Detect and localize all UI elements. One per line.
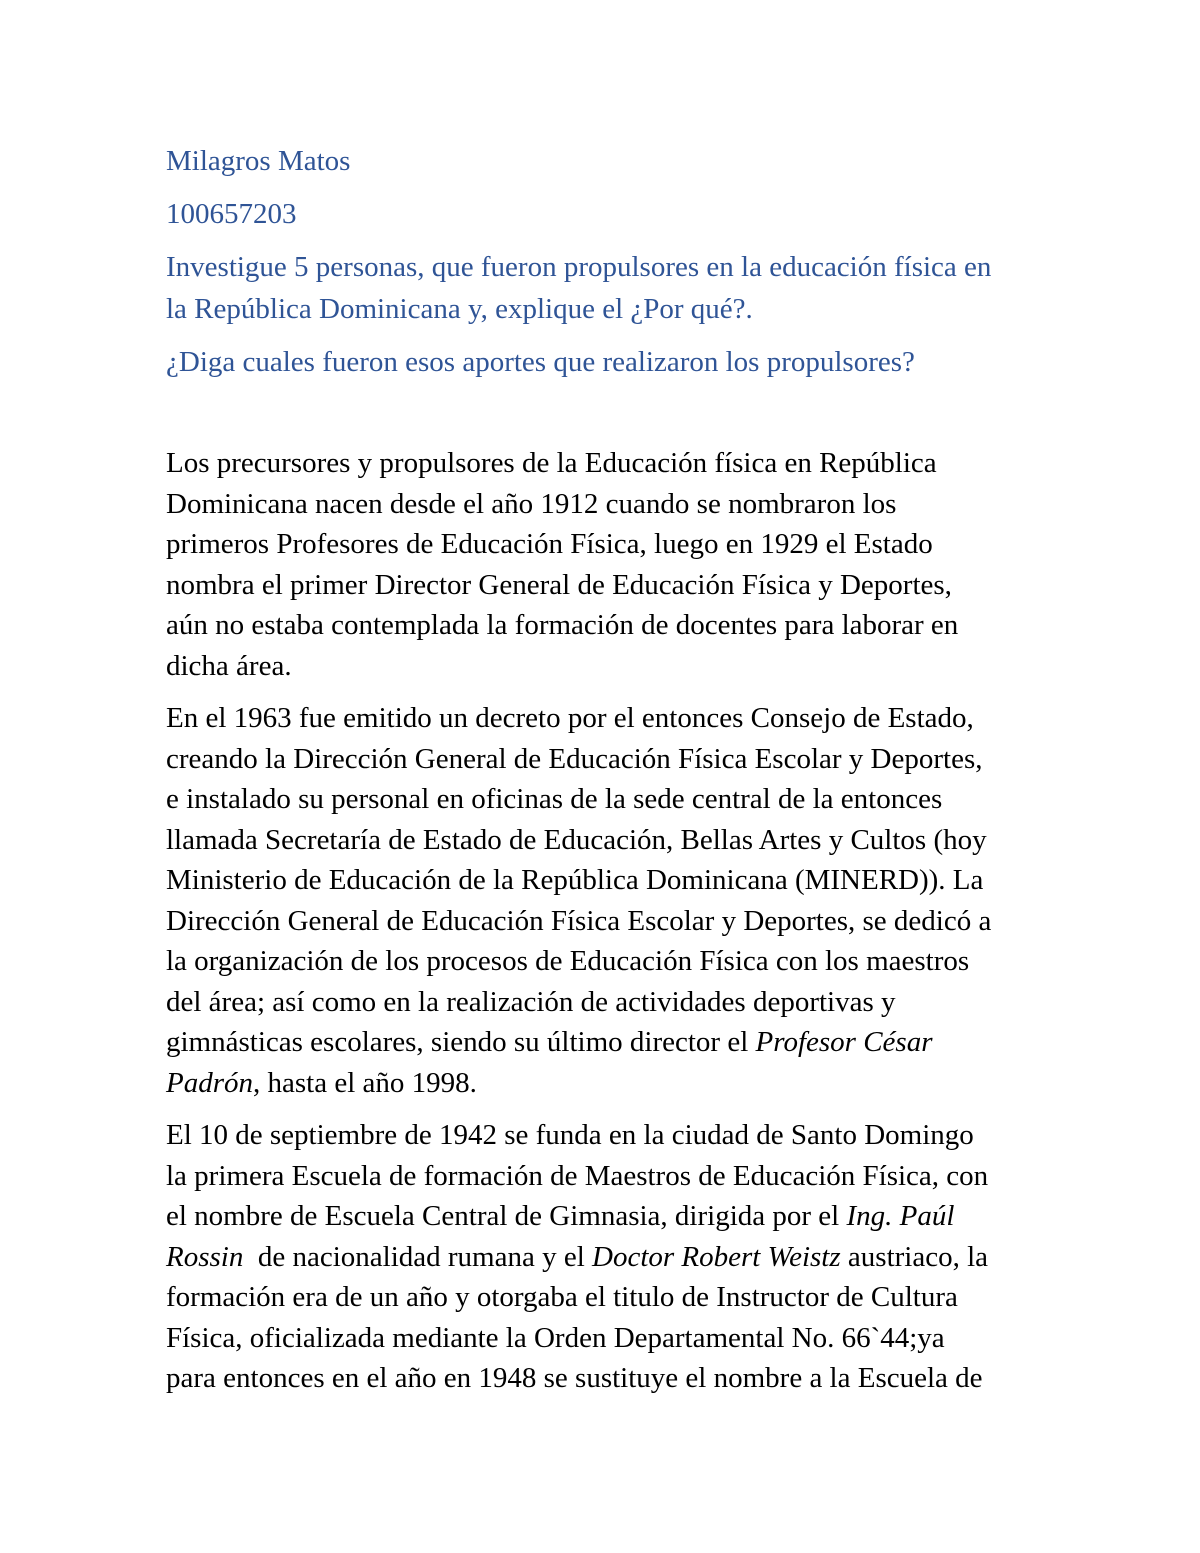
assignment-question-2: ¿Diga cuales fueron esos aportes que realizaron los propulsores? (166, 346, 915, 378)
text-run: gimnásticas escolares, siendo su último director el (166, 1026, 756, 1058)
text-line: dicha área. (166, 649, 292, 682)
paragraph-3 (166, 1115, 1046, 1399)
text-line: Los precursores y propulsores de la Educación física en República (166, 447, 937, 479)
question-1-line: la República Dominicana y, explique el ¿Por qué?. (166, 293, 753, 325)
text-line: llamada Secretaría de Estado de Educación, Bellas Artes y Cultos (hoy (166, 823, 987, 856)
text-line: la organización de los procesos de Educación Física con los maestros (166, 945, 970, 977)
text-run: , hasta el año 1998. (253, 1066, 477, 1099)
text-run: austriaco, la (840, 1240, 989, 1273)
text-line: para entonces en el año en 1948 se sustituye el nombre a la Escuela de (166, 1362, 983, 1394)
text-line: Ministerio de Educación de la República Dominicana (MINERD)). La (166, 864, 984, 896)
paragraph-1 (166, 443, 1046, 686)
italic-person-name: Rossin (166, 1240, 244, 1273)
text-run: el nombre de Escuela Central de Gimnasia, dirigida por el (166, 1200, 847, 1232)
text-run: de nacionalidad rumana y el (243, 1240, 593, 1273)
question-1-line: Investigue 5 personas, que fueron propulsores en la educación física en (166, 251, 992, 283)
italic-person-name: Padrón (166, 1066, 253, 1099)
italic-person-name: Doctor Robert Weistz (592, 1240, 841, 1273)
text-line: primeros Profesores de Educación Física, luego en 1929 el Estado (166, 528, 933, 560)
text-line (166, 1196, 1046, 1237)
text-line: El 10 de septiembre de 1942 se funda en la ciudad de Santo Domingo (166, 1119, 974, 1151)
assignment-question-1 (166, 246, 1046, 330)
text-line: Física, oficializada mediante la Orden Departamental No. 66`44;ya (166, 1321, 945, 1354)
text-line (166, 1237, 1046, 1278)
text-line: Dirección General de Educación Física Escolar y Deportes, se dedicó a (166, 904, 992, 937)
text-line: nombra el primer Director General de Educación Física y Deportes, (166, 568, 952, 601)
italic-person-name: Ing. Paúl (846, 1200, 955, 1232)
text-line: formación era de un año y otorgaba el titulo de Instructor de Cultura (166, 1281, 958, 1313)
text-line: e instalado su personal en oficinas de la sede central de la entonces (166, 783, 943, 815)
author-name: Milagros Matos (166, 145, 351, 177)
text-line: En el 1963 fue emitido un decreto por el entonces Consejo de Estado, (166, 702, 974, 734)
text-line: aún no estaba contemplada la formación de docentes para laborar en (166, 609, 959, 641)
paragraph-2 (166, 698, 1046, 1103)
italic-person-name: Profesor César (755, 1026, 933, 1058)
document-page (166, 140, 1046, 1411)
text-line: la primera Escuela de formación de Maestros de Educación Física, con (166, 1159, 989, 1192)
text-line (166, 1063, 1046, 1104)
student-id: 100657203 (166, 198, 297, 230)
text-line: Dominicana nacen desde el año 1912 cuando se nombraron los (166, 487, 897, 520)
text-line: del área; así como en la realización de actividades deportivas y (166, 985, 896, 1018)
text-line (166, 1022, 1046, 1063)
text-line: creando la Dirección General de Educación Física Escolar y Deportes, (166, 742, 983, 775)
